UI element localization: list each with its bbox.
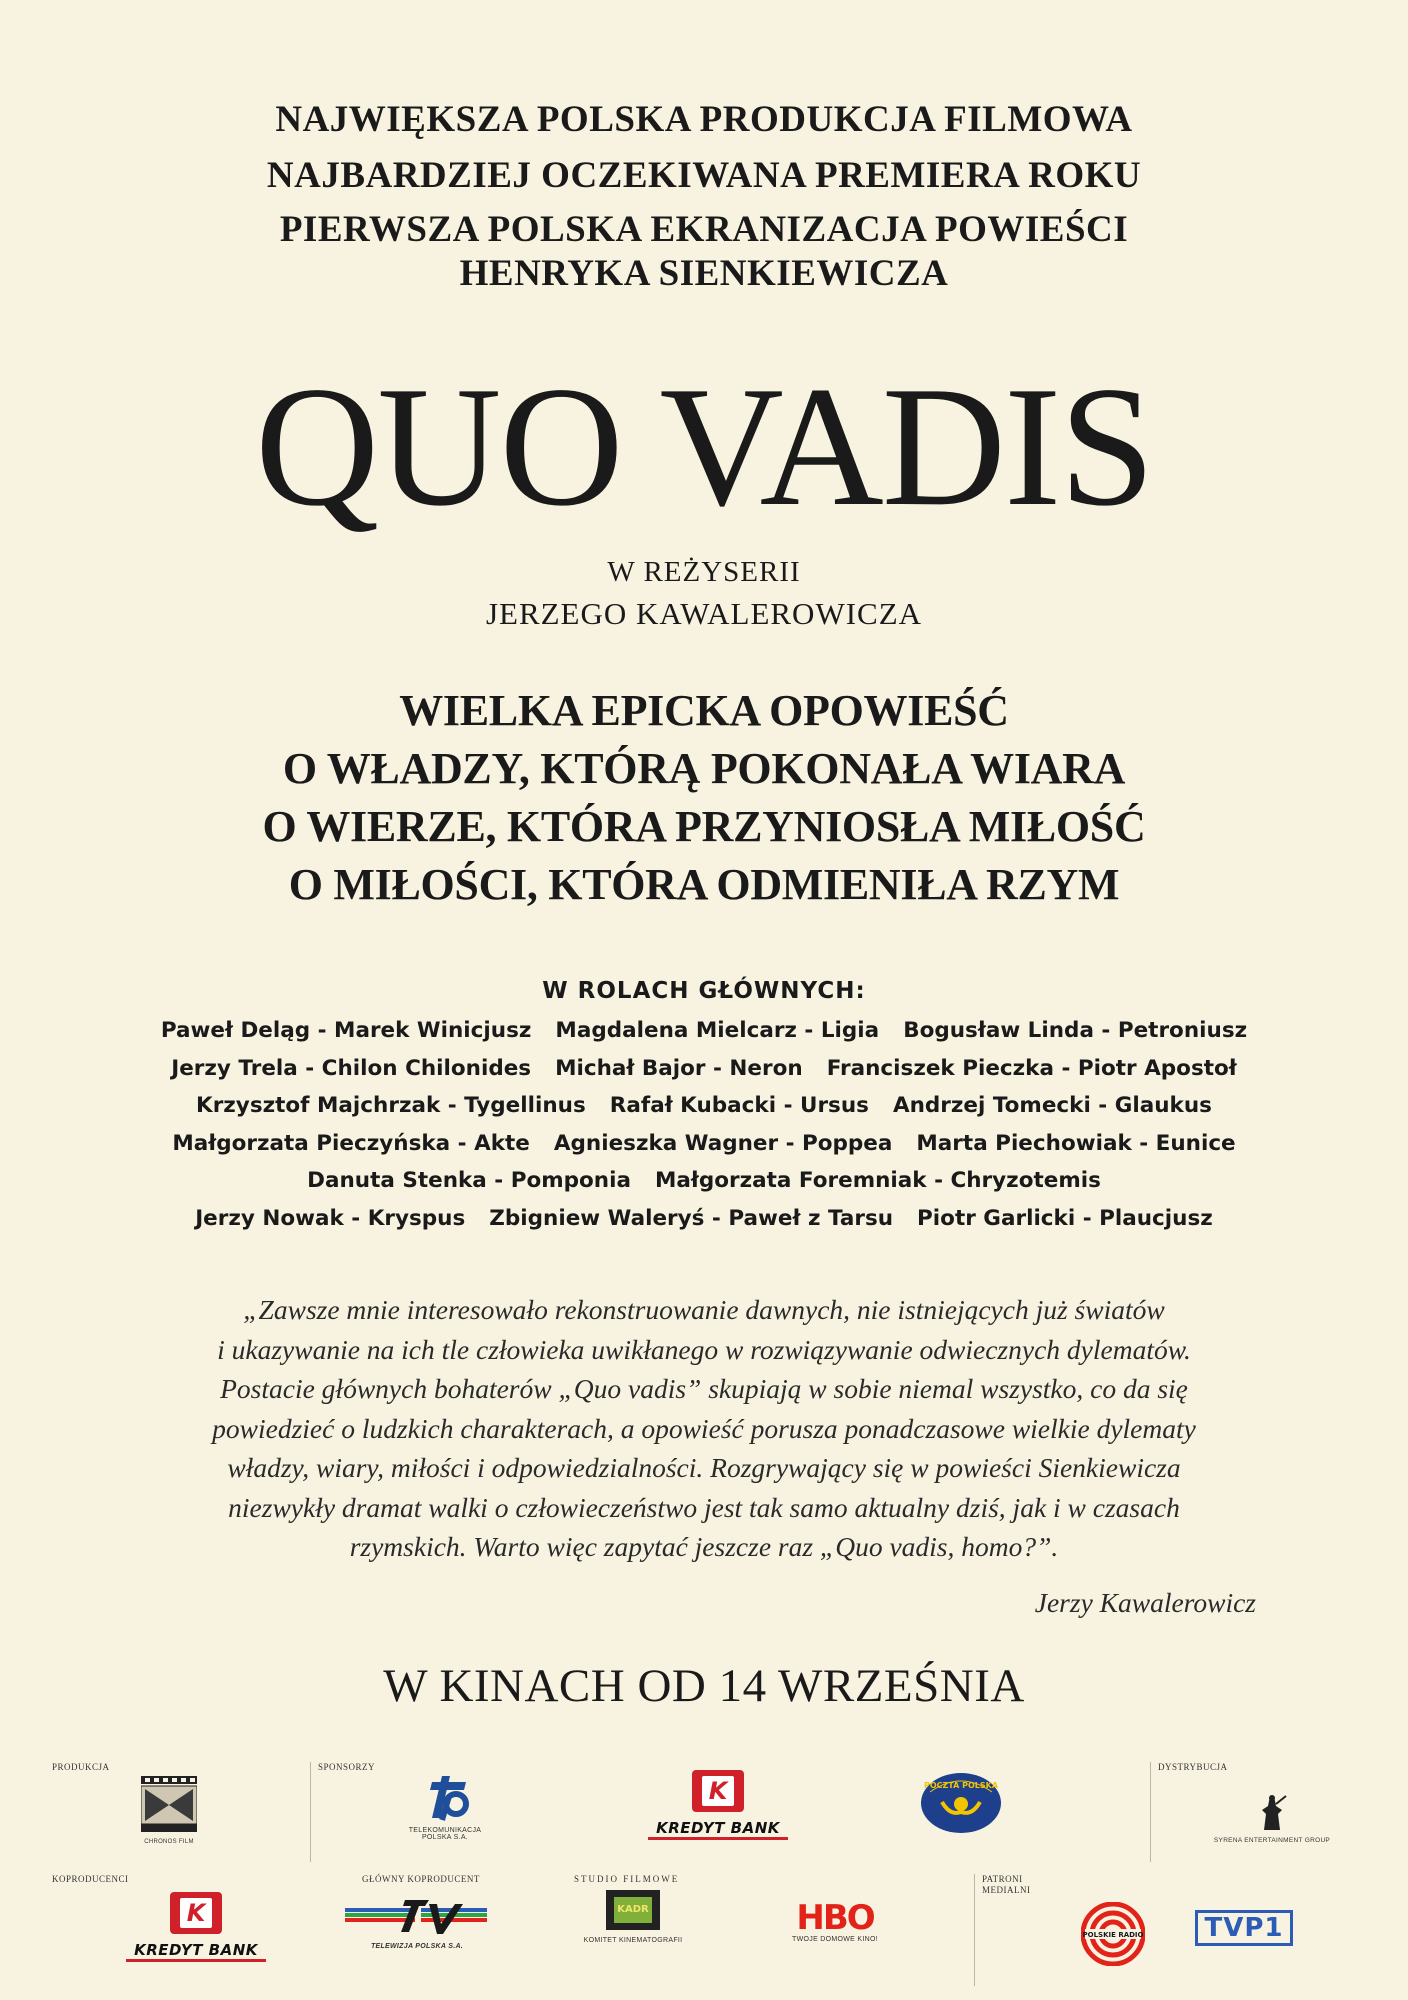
cast-row: [0, 1125, 1408, 1163]
tvp-logo: [342, 1894, 492, 1950]
tvp-caption: TELEWIZJA POLSKA S.A.: [370, 1943, 464, 1950]
syrena-icon: [1252, 1792, 1292, 1832]
director-name: JERZEGO KAWALEROWICZA: [485, 596, 923, 631]
band-divider: [1150, 1762, 1151, 1862]
glowny-koproducent-label: GŁÓWNY KOPRODUCENT: [362, 1874, 480, 1884]
chronos-film-caption: CHRONOS FILM: [144, 1839, 194, 1845]
kadr-text: KADR: [614, 1897, 652, 1923]
tvp1-logo: [1194, 1910, 1294, 1946]
headline-block: [0, 96, 1408, 296]
kadr-logo: [558, 1890, 708, 1944]
chronos-film-icon: [141, 1776, 197, 1834]
headline-line-2: NAJBARDZIEJ OCZEKIWANA PREMIERA ROKU: [266, 155, 1142, 196]
dystrybucja-label: DYSTRYBUCJA: [1158, 1762, 1228, 1772]
hbo-logo: [780, 1900, 890, 1943]
kredyt-bank-icon: K: [170, 1892, 222, 1934]
hbo-text: HBO: [796, 1898, 874, 1938]
cast-row: [0, 1050, 1408, 1088]
tagline-line-1: WIELKA EPICKA OPOWIEŚĆ: [399, 686, 1009, 735]
glowny-koproducent-section: [312, 1874, 502, 1986]
cast-entry: Małgorzata Foremniak - Chryzotemis: [654, 1168, 1101, 1193]
tp-caption-1: TELEKOMUNIKACJA: [408, 1827, 482, 1834]
koproducenci-section: [46, 1874, 302, 1986]
quote-line: Postacie głównych bohaterów „Quo vadis” skupiają w sobie niemal wszystko, co da się: [220, 1373, 1188, 1404]
cast-row: [0, 1162, 1408, 1200]
quote-author: Jerzy Kawalerowicz: [1034, 1587, 1256, 1618]
quote-line: niezwykły dramat walki o człowieczeństwo jest tak samo aktualny dziś, jak i w czasach: [228, 1491, 1180, 1523]
hbo-caption: TWOJE DOMOWE KINO!: [792, 1936, 878, 1943]
cast-entry: Zbigniew Waleryś - Paweł z Tarsu: [489, 1205, 894, 1231]
cast-entry: Marta Piechowiak - Eunice: [916, 1130, 1236, 1156]
tagline-line-2: O WŁADZY, KTÓRĄ POKONAŁA WIARA: [282, 744, 1126, 793]
patroni-label-2: MEDIALNI: [982, 1885, 1031, 1895]
polskie-radio-icon: [1081, 1902, 1145, 1966]
koproducenci-label: KOPRODUCENCI: [52, 1874, 129, 1884]
headline-line-4: HENRYKA SIENKIEWICZA: [459, 253, 949, 294]
cast-row: [0, 1200, 1408, 1238]
cast-entry: Piotr Garlicki - Plaucjusz: [917, 1205, 1213, 1231]
cast-row: [0, 1012, 1408, 1050]
patroni-label-1: PATRONI: [982, 1874, 1023, 1884]
produkcja-label: PRODUKCJA: [52, 1762, 110, 1772]
chronos-film-logo: [136, 1776, 202, 1845]
cast-entry: Jerzy Nowak - Kryspus: [195, 1205, 466, 1231]
cast-entry: Rafał Kubacki - Ursus: [609, 1093, 869, 1118]
band-divider: [974, 1874, 975, 1986]
logo-band-bottom: [46, 1874, 1362, 1986]
hbo-section: [746, 1874, 996, 1986]
quote-line: i ukazywanie na ich tle człowieka uwikłanego w rozwiązywanie odwiecznych dylematów.: [217, 1333, 1191, 1365]
tp-logo: [390, 1772, 500, 1841]
cast-entry: Krzysztof Majchrzak - Tygellinus: [196, 1093, 586, 1118]
tvp-icon: [345, 1894, 489, 1938]
cast-entry: Bogusław Linda - Petroniusz: [903, 1018, 1248, 1043]
kredyt-bank-icon: K: [692, 1770, 744, 1812]
patroni-section: [976, 1874, 1362, 1986]
dystrybucja-section: [1152, 1762, 1362, 1862]
kadr-icon: [606, 1890, 660, 1930]
release-date: W KINACH OD 14 WRZEŚNIA: [383, 1660, 1025, 1712]
tagline-line-3: O WIERZE, KTÓRA PRZYNIOSŁA MIŁOŚĆ: [262, 802, 1146, 851]
tp-caption-2: POLSKA S.A.: [421, 1834, 469, 1841]
poczta-polska-icon: [920, 1772, 1002, 1834]
quote-line: powiedzieć o ludzkich charakterach, a opowieść porusza ponadczasowe wielkie dylematy: [212, 1412, 1196, 1444]
kadr-caption: KOMITET KINEMATOGRAFII: [583, 1937, 683, 1944]
syrena-caption: SYRENA ENTERTAINMENT GROUP: [1213, 1837, 1331, 1844]
cast-row: [0, 1087, 1408, 1125]
cast-entry: Franciszek Pieczka - Piotr Apostoł: [826, 1055, 1237, 1081]
studio-section: [546, 1874, 746, 1986]
cast-entry: Jerzy Trela - Chilon Chilonides: [171, 1055, 532, 1081]
tp-icon: [418, 1772, 472, 1822]
cast-entry: Andrzej Tomecki - Glaukus: [892, 1093, 1212, 1118]
band-divider: [310, 1762, 311, 1862]
cast-heading: W ROLACH GŁÓWNYCH:: [542, 978, 866, 1004]
quote-line: władzy, wiary, miłości i odpowiedzialności. Rozgrywający się w powieści Sienkiewicza: [227, 1452, 1181, 1483]
film-title: QUO VADIS: [255, 352, 1153, 542]
syrena-logo: [1192, 1792, 1352, 1844]
logo-band-top: [46, 1762, 1362, 1862]
cast-entry: Michał Bajor - Neron: [555, 1055, 803, 1081]
headline-line-1: NAJWIĘKSZA POLSKA PRODUKCJA FILMOWA: [275, 99, 1133, 140]
director-label: W REŻYSERII: [607, 556, 801, 588]
cast-entry: Małgorzata Pieczyńska - Akte: [172, 1130, 530, 1156]
headline-line-3: PIERWSZA POLSKA EKRANIZACJA POWIEŚCI: [279, 209, 1129, 250]
cast-entry: Danuta Stenka - Pomponia: [307, 1168, 631, 1193]
polskie-radio-logo: [1078, 1902, 1148, 1971]
kredyt-bank-logo: [648, 1770, 788, 1840]
kredyt-bank-name: KREDYT BANK: [648, 1819, 788, 1840]
cast-entry: Paweł Deląg - Marek Winicjusz: [160, 1018, 532, 1043]
cast-entry: Magdalena Mielcarz - Ligia: [555, 1018, 880, 1043]
produkcja-section: [46, 1762, 302, 1862]
tagline-block: [0, 682, 1408, 914]
quote-line: rzymskich. Warto więc zapytać jeszcze raz „Quo vadis, homo?”.: [349, 1531, 1059, 1562]
sponsorzy-label: SPONSORZY: [318, 1762, 376, 1772]
sponsorzy-section: [312, 1762, 1192, 1862]
poczta-polska-logo: [918, 1772, 1004, 1839]
poczta-polska-text: POCZTA POLSKA: [923, 1781, 999, 1790]
tvp1-text: TVP1: [1195, 1910, 1292, 1946]
director-quote: [0, 1290, 1408, 1567]
director-credit: [0, 553, 1408, 633]
quote-line: „Zawsze mnie interesowało rekonstruowanie dawnych, nie istniejących już światów: [243, 1294, 1165, 1325]
cast-block: [0, 973, 1408, 1237]
kredyt-bank-name: KREDYT BANK: [126, 1941, 266, 1962]
studio-label: STUDIO FILMOWE: [574, 1874, 680, 1884]
tagline-line-4: O MIŁOŚCI, KTÓRA ODMIENIŁA RZYM: [288, 860, 1120, 909]
polskie-radio-text: POLSKIE RADIO: [1082, 1931, 1144, 1939]
cast-entry: Agnieszka Wagner - Poppea: [553, 1130, 893, 1156]
kredyt-bank-logo-2: [126, 1892, 266, 1962]
